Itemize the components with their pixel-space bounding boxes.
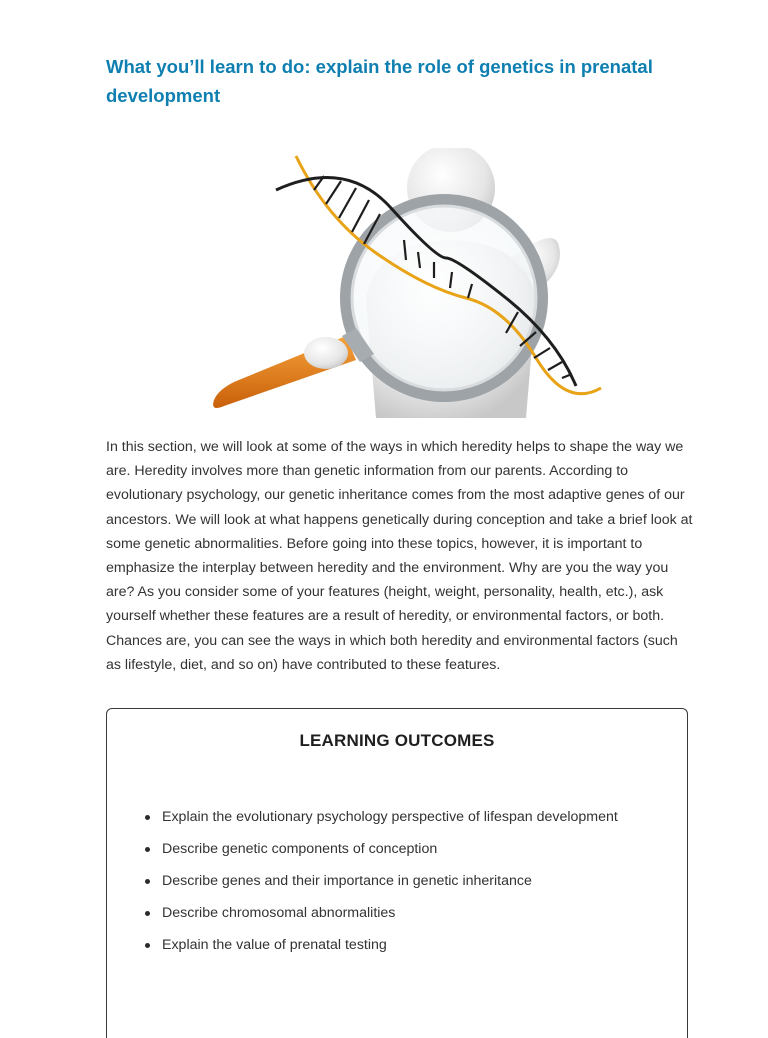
page-title: What you’ll learn to do: explain the role of genetics in prenatal development xyxy=(106,56,653,106)
intro-paragraph: In this section, we will look at some of the ways in which heredity helps to shape the way we are. Heredity involves more than genetic information from our parents. According to evolutionary psychology, our genetic inheritance comes from the most adaptive genes of our ancestors. We will look at what happens genetically during conception and take a brief look at some genetic abnormalities. Before going into these topics, however, it is important to emphasize the interplay between heredity and the environment. Why are you the way you are? As you consider some of your features (height, weight, personality, health, etc.), ask yourself whether these features are a result of heredity, or environmental factors, or both. Chances are, you can see the ways in which both heredity and environmental factors (such as lifestyle, diet, and so on) have contributed to these features. xyxy=(106,439,693,673)
list-item: Describe chromosomal abnormalities xyxy=(143,901,663,925)
magnifying-glass-dna-icon xyxy=(206,148,606,418)
learning-outcomes-title: LEARNING OUTCOMES xyxy=(299,731,495,750)
list-item: Explain the evolutionary psychology perspective of lifespan development xyxy=(143,805,663,829)
learning-outcomes-box xyxy=(106,708,688,1038)
lens xyxy=(346,200,542,396)
list-item: Describe genes and their importance in genetic inheritance xyxy=(143,869,663,893)
list-item: Describe genetic components of conception xyxy=(143,837,663,861)
learning-outcomes-list xyxy=(143,805,663,965)
list-item: Explain the value of prenatal testing xyxy=(143,933,663,957)
figure-illustration xyxy=(206,148,606,418)
